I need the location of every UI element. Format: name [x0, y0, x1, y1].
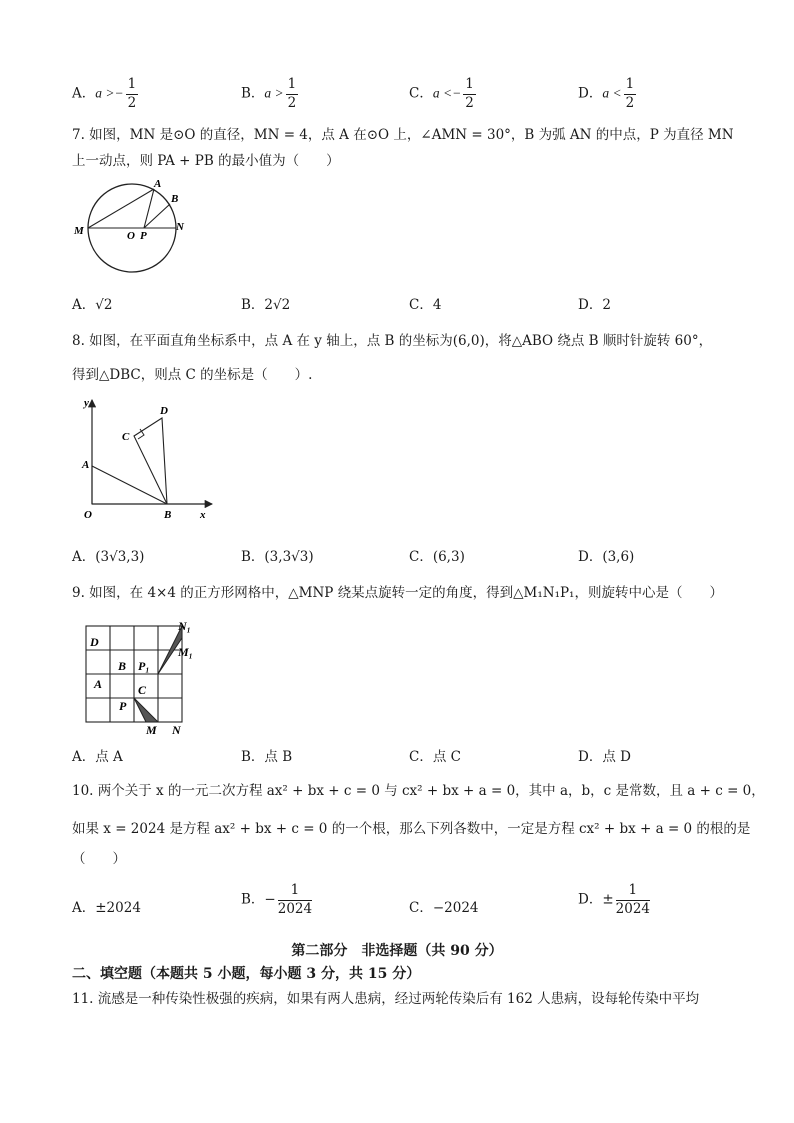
- label-x: x: [200, 509, 206, 521]
- q10-option-c: C．−2024: [409, 900, 479, 916]
- q6-option-c: C．a <− $\frac{1}{2}$: [409, 76, 474, 111]
- q9-option-c: C．点 C: [409, 749, 461, 765]
- q10-stem-line3: （ ）: [72, 851, 126, 867]
- q11-stem-line1: 11. 流感是一种传染性极强的疾病，如果有两人患病，经过两轮传染后有 162 人患病，设每轮传染中平均: [72, 991, 700, 1007]
- label-d: D: [90, 635, 99, 649]
- q7-option-a: A．√2: [72, 297, 113, 313]
- q7-stem-line2: 上一动点，则 PA + PB 的最小值为（ ）: [72, 153, 340, 169]
- label-c: C: [138, 683, 147, 697]
- q10-stem-line1: 10. 两个关于 x 的一元二次方程 ax² + bx + c = 0 与 cx² + bx + a = 0，其中 a，b，c 是常数，且 a + c = 0，: [72, 783, 765, 799]
- q10-option-d: D．± $\frac{1}{2024}$: [578, 882, 650, 917]
- segment-pb: [144, 204, 170, 228]
- label-o: O: [127, 230, 135, 242]
- section-fill-blank-heading: 二、填空题（本题共 5 小题，每小题 3 分，共 15 分）: [72, 966, 421, 982]
- label-a: A: [94, 677, 103, 691]
- q7-option-b: B．2√2: [241, 297, 291, 313]
- label-m: M: [74, 225, 84, 237]
- q6-option-b: B．a > $\frac{1}{2}$: [241, 76, 297, 111]
- label-b: B: [164, 509, 172, 521]
- label-a: A: [82, 459, 90, 471]
- q8-option-a: A．(3√3,3): [72, 549, 145, 565]
- q8-stem-line1: 8. 如图，在平面直角坐标系中，点 A 在 y 轴上，点 B 的坐标为(6,0)，将△ABO 绕点 B 顺时针旋转 60°，: [72, 333, 713, 349]
- grid-4x4: [86, 626, 182, 722]
- q6-option-a: A．a >− $\frac{1}{2}$: [72, 76, 137, 111]
- q8-option-b: B．(3,3√3): [241, 549, 314, 565]
- q8-coordinate-figure: [72, 394, 222, 524]
- label-b: B: [118, 659, 127, 673]
- q10-option-a: A．±2024: [72, 900, 141, 916]
- q6-option-d: D．a < $\frac{1}{2}$: [578, 76, 635, 111]
- label-b: B: [171, 193, 179, 205]
- q7-circle-figure: [72, 172, 202, 282]
- label-m: M: [146, 723, 157, 737]
- label-n1: N₁: [178, 619, 191, 633]
- q7-option-c: C．4: [409, 297, 442, 313]
- q9-grid-figure: [72, 618, 202, 740]
- label-o: O: [84, 509, 92, 521]
- label-y: y: [84, 397, 89, 409]
- segment-ap: [144, 189, 154, 228]
- q9-option-b: B．点 B: [241, 749, 293, 765]
- label-a: A: [154, 178, 162, 190]
- label-p: P: [140, 230, 147, 242]
- q8-option-d: D．(3,6): [578, 549, 635, 565]
- part-two-heading: 第二部分 非选择题（共 90 分）: [291, 943, 503, 959]
- label-p1: P₁: [138, 659, 150, 673]
- q8-stem-line2: 得到△DBC，则点 C 的坐标是（ ）.: [72, 367, 313, 383]
- label-n: N: [172, 723, 181, 737]
- label-p: P: [119, 699, 127, 713]
- triangle-dbc: [134, 418, 167, 504]
- triangle-mnp: [134, 698, 158, 722]
- segment-ma: [88, 189, 154, 228]
- q9-option-d: D．点 D: [578, 749, 631, 765]
- label-m1: M₁: [178, 645, 193, 659]
- triangle-abo: [92, 466, 167, 504]
- q10-stem-line2: 如果 x = 2024 是方程 ax² + bx + c = 0 的一个根，那么下列各数中，一定是方程 cx² + bx + a = 0 的根的是: [72, 821, 751, 837]
- q10-option-b: B．− $\frac{1}{2024}$: [241, 882, 313, 917]
- label-c: C: [122, 431, 130, 443]
- q7-stem-line1: 7. 如图，MN 是⊙O 的直径，MN = 4，点 A 在⊙O 上，∠AMN = 30°，B 为弧 AN 的中点，P 为直径 MN: [72, 127, 734, 143]
- q9-option-a: A．点 A: [72, 749, 123, 765]
- label-n: N: [176, 221, 184, 233]
- label-d: D: [160, 405, 168, 417]
- q7-option-d: D．2: [578, 297, 611, 313]
- q8-option-c: C．(6,3): [409, 549, 465, 565]
- q9-stem-line1: 9. 如图，在 4×4 的正方形网格中，△MNP 绕某点旋转一定的角度，得到△M₁N₁P₁，则旋转中心是（ ）: [72, 585, 723, 601]
